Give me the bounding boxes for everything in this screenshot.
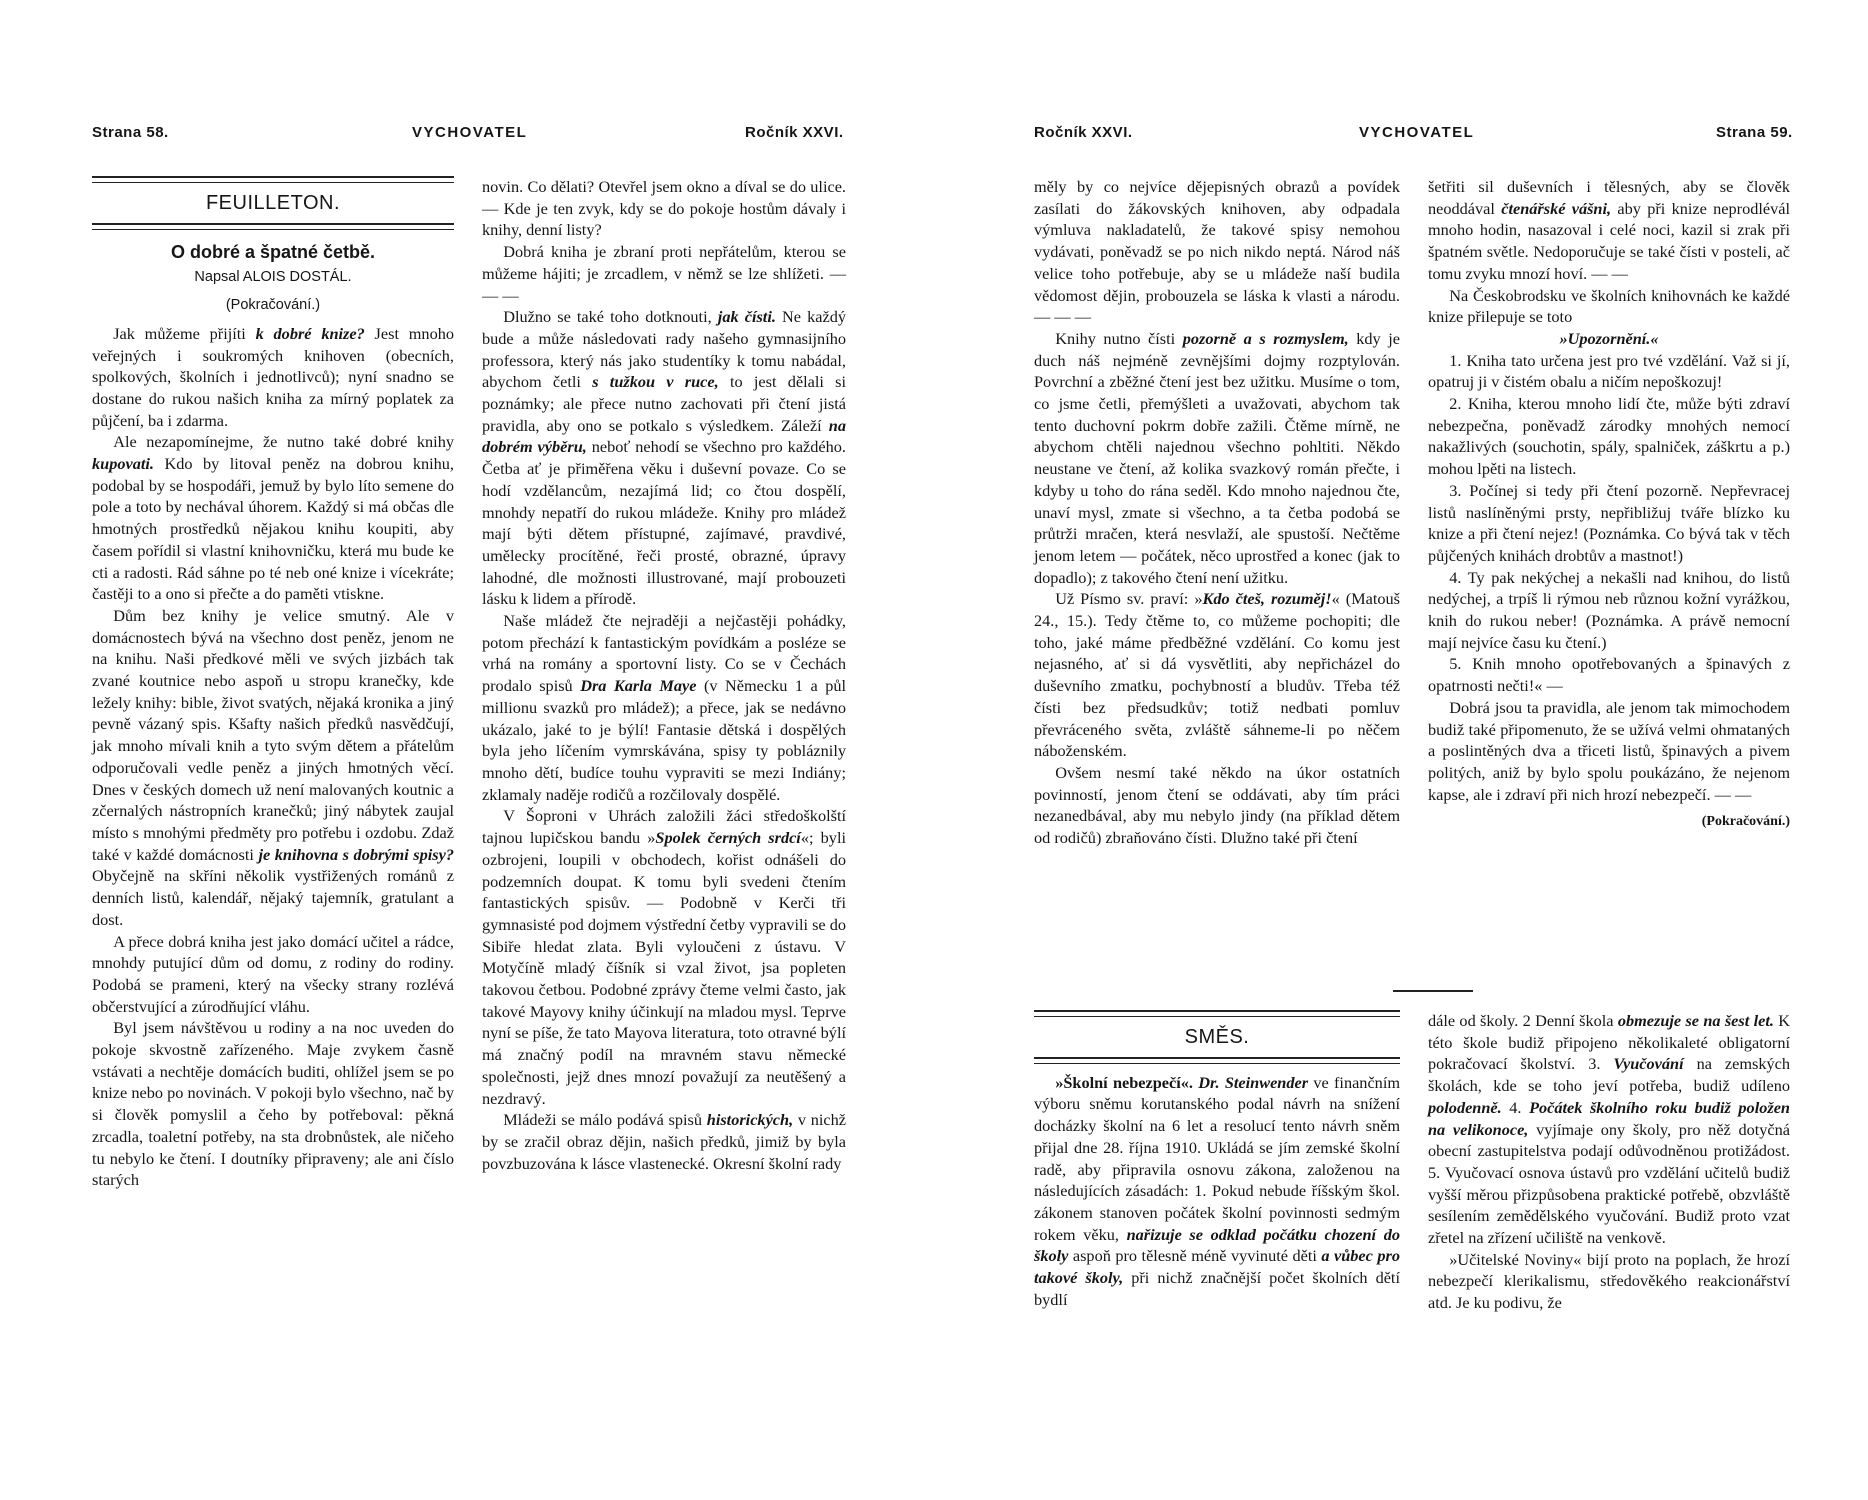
page-number-right: Strana 59. — [1716, 124, 1793, 141]
paragraph: Dům bez knihy je velice smutný. Ale v domácnostech bývá na všechno dost peněz, jenom ne na knihu. Naši předkové měli ve svých jizbách tak zvané koutnice nebo aspoň u stropu kranečky, kde ležely knihy: bible, život svatých, nějaká kronika a jiný pevně vázaný spis. Kšafty našich předků nasvědčují, jak mnoho mívali knih a tyto svým dětem a přátelům odporučovali vedle peněz a jiných hmotných věcí. Dnes v českých domech už není malovaných koutnic a zčernalých nástropních kranečků; jiný nábytek zaujal místo s mnohými předměty pro potřebu i ozdobu. Zdaž také v každé domácnosti je knihovna s dobrými spisy? Obyčejně na skříni několik vystřižených románů z denních listů, kalendář, nějaký tajemník, gratulant a dost. — [92, 605, 454, 929]
paragraph: šetřiti sil duševních i tělesných, aby se člověk neoddával čtenářské vášni, aby při knize neprodlévál mnoho hodin, nasazoval i celé noci, kazil si zrak při špatném světle. Nedoporučuje se také čísti v posteli, ač tomu zvyku mnozí hoví. — — — [1428, 177, 1791, 283]
smes-column-1 — [1034, 1010, 1400, 1310]
paragraph: Ale nezapomínejme, že nutno také dobré knihy kupovati. Kdo by litoval peněz na dobrou knihu, podobal by se hospodáři, jemuž by bylo líto semene do pole a toto by nechával úhorem. Každý si má občas dle hmotných prostředků nějakou knihu koupiti, aby časem pořídil si vlastní knihovničku, která mu bude ke cti a radosti. Rád sáhne po té neb oné knize i vícekráte; častěji to a ono si přečte a do paměti vtiskne. — [92, 432, 454, 604]
paragraph: Mládeži se málo podává spisů historických, v nichž by se zračil obraz dějin, našich předků, jimiž by byla povzbuzována k lásce vlastenecké. Okresní školní rady — [482, 1110, 846, 1173]
notice-title: »Upozornění.« — [1559, 328, 1659, 348]
paragraph: Už Písmo sv. praví: »Kdo čteš, rozuměj!« (Matouš 24., 15.). Tedy čtěme to, co můžeme pochopiti; dle toho, jaké máme předběžné vzdělání. Co komu jest nejasného, ať si dá vysvětliti, aby nepřicházel do duševního zmatku, pochybností a bludův. Třeba též čísti bez předsudkův; totiž nedbati pomluv převráceného světa, zvláště sáhneme-li po něčem náboženském. — [1034, 589, 1400, 761]
page-number-left: Strana 58. — [92, 124, 169, 141]
section-title-smes: SMĚS. — [1184, 1026, 1250, 1048]
paragraph: dále od školy. 2 Denní škola obmezuje se na šest let. K této škole budiž připojeno několikaleté obligatorní pokračovací školství. 3. Vyučování na zemských školách, kde se toho jeví potřeba, budiž udíleno polodenně. 4. Počátek školního roku budiž položen na velikonoce, vyjímaje ony školy, pro něž dotyčná obecní zastupitelstva podají odůvodněnou protižádost. 5. Vyučovací osnova ústavů pro vzdělání učitelů budiž vyšší měrou přizpůsobena praktické potřebě, obzvláště sesílením zemědělského vyučování. Budiž proto vzat zřetel na zřízení učiliště na venkově. — [1428, 1011, 1791, 1248]
smes-column-2 — [1428, 1010, 1790, 1314]
continuation-note: (Pokračování.) — [1701, 814, 1790, 830]
paragraph: Jak můžeme přijíti k dobré knize? Jest mnoho veřejných i soukromých knihoven (obecních, spolkových, školních i jednotlivců); nyní snadno se dostane do rukou našich kniha za mírný poplatek za půjčení, ba i zdarma. — [92, 323, 454, 430]
rule-item: 5. Knih mnoho opotřebovaných a špinavých z opatrnosti nečti!« — — [1428, 654, 1790, 696]
right-column-1 — [1034, 176, 1400, 849]
left-column-2 — [482, 176, 846, 1174]
article-author: Napsal ALOIS DOSTÁL. — [194, 269, 352, 286]
double-rule — [92, 223, 454, 230]
paragraph: Naše mládež čte nejraději a nejčastěji pohádky, potom přechází k fantastickým povídkám a posléze se vrhá na romány a sportovní listy. Co se v Čechách prodalo spisů Dra Karla Maye (v Německu 1 a půl millionu svazků pro mládež); a přece, jak se nedávno ukázalo, jaké to je býlí! Fantasie dětská i dospělých byla jeho líčením vymrskávána, spisy ty pobláznily mnoho dětí, budíce touhu vypraviti se mezi Indiány; zklamaly naděje rodičů a rozčilovaly dospělé. — [482, 611, 847, 804]
paragraph: Byl jsem návštěvou u rodiny a na noc uveden do pokoje skvostně zařízeného. Maje zvykem časně vstávati a nechtěje domácích buditi, ohlížel jsem se po knize nebo po novinách. V pokoji bylo všechno, nač by si člověk pomyslil a čeho by potřeboval: pěkná zrcadla, toaletní potřeby, na sta drobnůstek, ale ničeho tu nebylo ke čtení. I doutníky připraveny; ale ani číslo starých — [92, 1018, 454, 1190]
paragraph: Na Českobrodsku ve školních knihovnách ke každé knize přilepuje se toto — [1428, 285, 1790, 327]
journal-title-left: VYCHOVATEL — [412, 124, 528, 141]
paragraph: Dobrá kniha je zbraní proti nepřátelům, kterou se můžeme hájiti; je zrcadlem, v němž se lze shlížeti. — — — — [482, 242, 846, 305]
double-rule — [1034, 1010, 1400, 1017]
article-title: O dobré a špatné četbě. — [170, 241, 376, 262]
volume-left: Ročník XXVI. — [745, 124, 844, 141]
paragraph: měly by co nejvíce dějepisných obrazů a povídek zasílati do žákovských knihoven, aby odpadala výmluva nakladatelů, že takové spisy nemohou vydávati, poněvadž se po nich nikdo neptá. Národ náš velice toho potřebuje, aby se u mládeže naší budila vědomost dějin, probouzela se láska k vlasti a národu. — — — — [1034, 177, 1400, 327]
paragraph: Dlužno se také toho dotknouti, jak čísti. Ne každý bude a může následovati rady našeho gymnasijního professora, který nás jako studentíky k tomu nabádal, abychom četli s tužkou v ruce, to jest dělali si poznámky; ale přece nutno zachovati při čtení jistá pravidla, aby ono se potkalo s výsledkem. Záleží na dobrém výběru, neboť nehodí se všechno pro každého. Četba ať je přiměřena věku i duševní povaze. Co se hodí vzdělancům, nezajímá lid; co čtou dospělí, mnohdy nepatří do rukou mládeže. Knihy pro mládež mají býti dětem přístupné, zajímavé, pravdivé, umělecky procítěné, řeči prosté, obrazné, úpravy lahodné, dle možnosti illustrované, mají probouzeti lásku k lidem a přírodě. — [482, 307, 847, 609]
rule-item: 3. Počínej si tedy při čtení pozorně. Nepřevracej listů naslíněnými prsty, nepřibližuj tváře blízko ku knize a při čtení nejez! (Poznámka. Co bývá tak v těch půjčených knihách drobtův a mastnot!) — [1428, 480, 1790, 565]
paragraph: Knihy nutno čísti pozorně a s rozmyslem, kdy je duch náš nejméně zevnějšími dojmy rozptylován. Povrchní a zběžné čtení jest bez užitku. Musíme o tom, co jsme četli, přemýšleti a uvažovati, abychom tak tento duchovní pokrm dobře zažili. Čtěme mírně, ne abychom chtěli najednou všechno pohltiti. Někdo neustane ve čtení, až kolika svazkový román přečte, i kdyby u toho do rána seděl. Kdo mnoho najednou čte, unaví mysl, zmate si všechno, a ta četba podobá se průtrži mračen, která nesvlaží, ale spustoší. Nečtěme jenom letem — počátek, něco uprostřed a konec (jak to dopadlo); z takového čtení není užitku. — [1034, 328, 1400, 587]
volume-right: Ročník XXVI. — [1034, 124, 1133, 141]
paragraph: novin. Co dělati? Otevřel jsem okno a díval se do ulice. — Kde je ten zvyk, kdy se do pokoje hostům dávaly i knihy, denní listy? — [482, 177, 846, 240]
paragraph: Ovšem nesmí také někdo na úkor ostatních povinností, jenom čtení se oddávati, aby tím práci nezanedbával, aby mu nebylo jindy (na příklad dětem od rodičů) zbraňováno čísti. Dlužno také při čtení — [1034, 762, 1400, 848]
paragraph: V Šoproni v Uhrách založili žáci středoškolští tajnou lupičskou bandu »Spolek černých srdcí«; byli ozbrojeni, loupili v obchodech, kořist odnášeli do podzemních doupat. K tomu byli svedeni čtením fantastických spisův. — Podobně v Kerči tři gymnasisté pod dojmem výstřední četby vypravili se do Sibiře hledat zlata. Byli vyloučeni z ústavu. V Motyčíně mladý číšník si vzal život, jsa popleten takovou četbou. Podobné zprávy čteme velmi často, jak takové Mayovy knihy účinkují na mladou mysl. Teprve nyní se píše, že tato Mayova literatura, toto otravné býlí má značný podíl na mravném stavu německé společnosti, jejž dnes mnozí považují za neutěšený a nezdravý. — [482, 806, 847, 1108]
paragraph: Dobrá jsou ta pravidla, ale jenom tak mimochodem budiž také připomenuto, že se užívá velmi ohmataných a poslintěných dva a třiceti listů, špinavých a pivem politých, aniž by bylo spolu poukázáno, že nejenom kapse, ale i zdraví při nich hrozí nebezpečí. — — — [1428, 697, 1790, 804]
rule-item: 4. Ty pak nekýchej a nekašli nad knihou, do listů nedýchej, a trpíš li rýmou neb různou kožní vyrážkou, knih do rukou neber! (Poznámka. A právě nemocní mají nejvíce času ku čtení.) — [1428, 567, 1790, 652]
rule-item: 1. Kniha tato určena jest pro tvé vzdělání. Važ si jí, opatruj ji v čistém obalu a ničím nepoškozuj! — [1428, 350, 1790, 392]
paragraph: »Školní nebezpečí«. Dr. Steinwender ve finančním výboru sněmu korutanského podal návrh na snížení docházky školní na 6 let a resolucí tento návrh sněm přijal dne 28. října 1910. Ukládá se jím zemské školní radě, aby připravila osnovu zákona, založenou na následujících zásadách: 1. Pokud nebude říšským škol. zákonem stanoven počátek školní povinnosti sedmým rokem věku, nařizuje se odklad počátku chození do školy aspoň pro tělesně méně vyvinuté děti a vůbec pro takové školy, při nichž značnější počet školních dětí bydlí — [1034, 1072, 1401, 1309]
right-column-2 — [1428, 176, 1790, 833]
article-continuation: (Pokračování.) — [225, 297, 321, 314]
section-title-feuilleton: FEUILLETON. — [205, 192, 341, 214]
paragraph: »Učitelské Noviny« bijí proto na poplach, že hrozí nebezpečí klerikalismu, středověkého reakcionářství atd. Je ku podivu, že — [1428, 1249, 1790, 1313]
double-rule — [92, 176, 454, 183]
rule-item: 2. Kniha, kterou mnoho lidí čte, může býti zdraví nebezpečna, poněvadž zárodky mnohých nemocí nakažlivých (souchotin, spály, spalniček, záškrtu a p.) mohou lpěti na listech. — [1428, 394, 1790, 479]
double-rule — [1034, 1057, 1400, 1064]
journal-title-right: VYCHOVATEL — [1359, 124, 1475, 141]
paragraph: A přece dobrá kniha jest jako domácí učitel a rádce, mnohdy putující dům od domu, z rodiny do rodiny. Podobá se prameni, který na všecky strany rozlévá občerstvující a zúrodňující vláhu. — [92, 931, 454, 1016]
left-column-1 — [92, 176, 454, 1191]
section-separator — [1393, 990, 1473, 992]
